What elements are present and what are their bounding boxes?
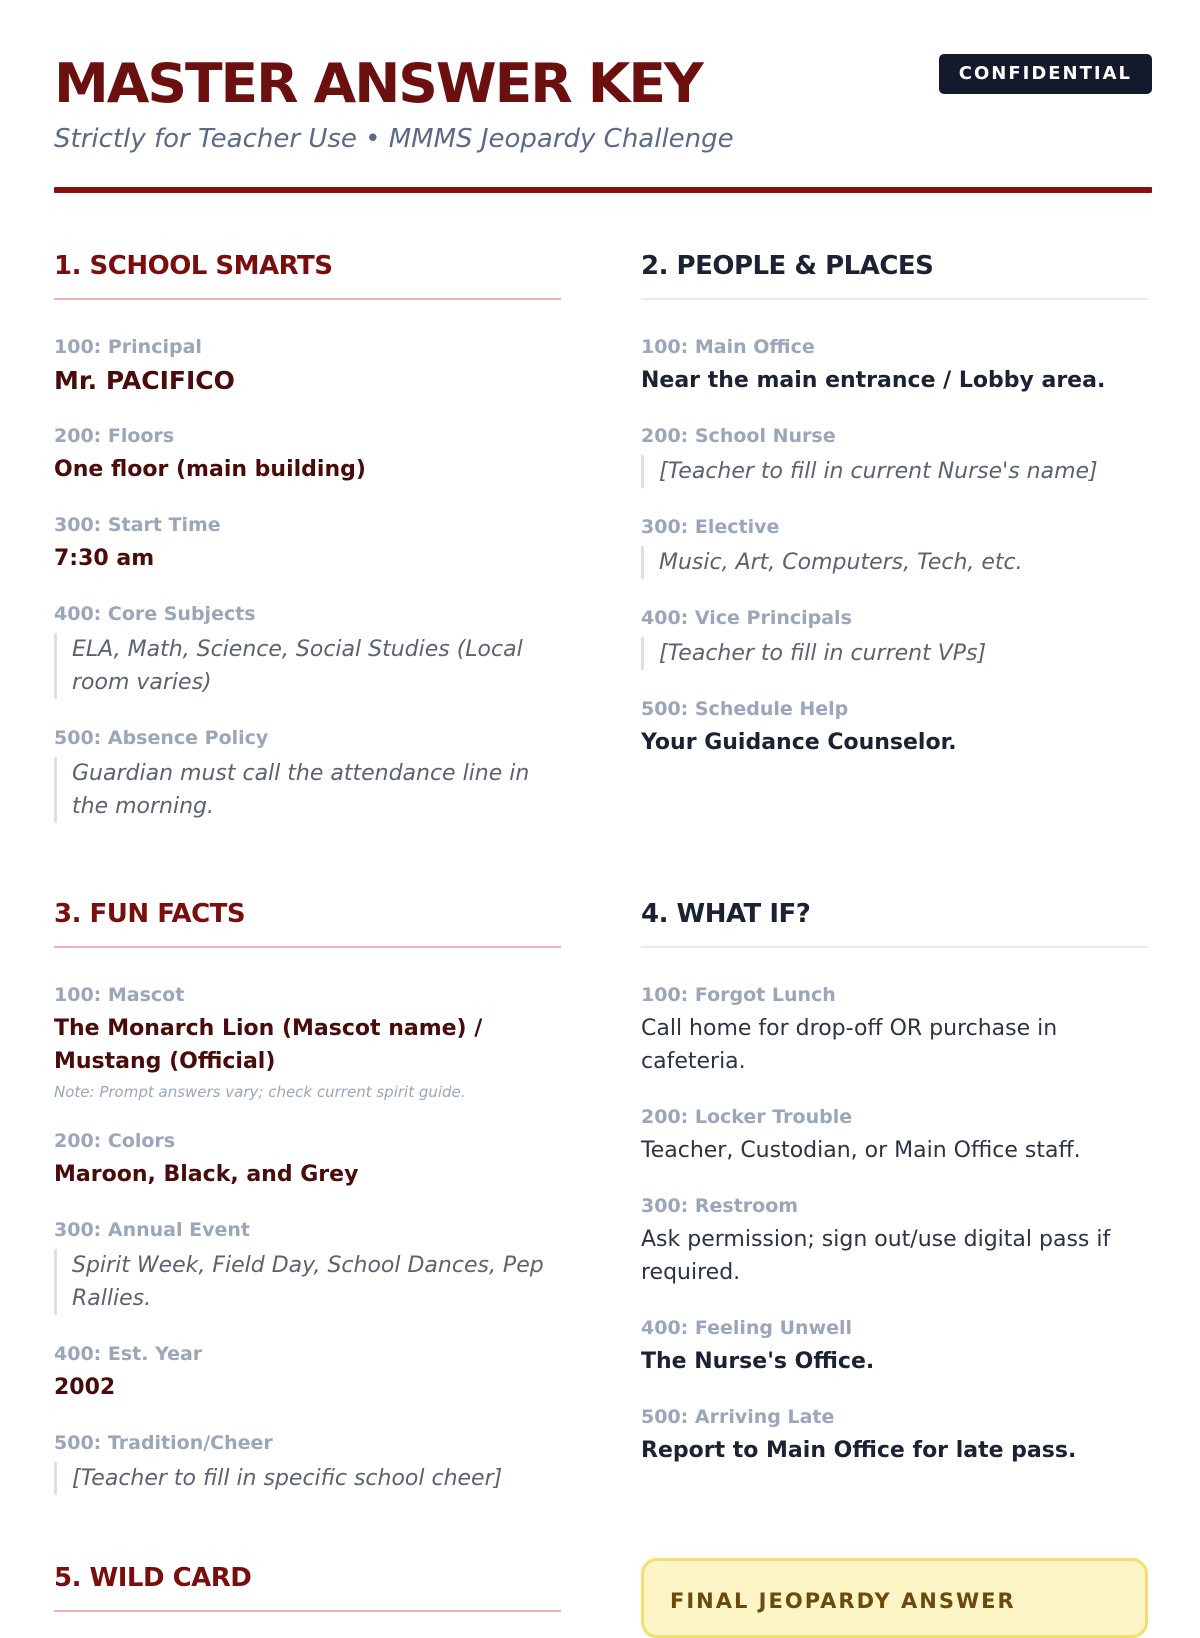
question-item	[54, 1128, 561, 1191]
question-label: 500: Schedule Help	[641, 698, 849, 720]
answer-text: Near the main entrance / Lobby area.	[641, 368, 1106, 393]
section-title: 4. WHAT IF?	[641, 896, 1148, 948]
section-title: 1. SCHOOL SMARTS	[54, 248, 561, 300]
final-jeopardy-label: FINAL JEOPARDY ANSWER	[670, 1589, 1016, 1613]
section-fun-facts	[54, 896, 561, 1495]
answer-text: Maroon, Black, and Grey	[54, 1162, 359, 1187]
question-label: 200: Floors	[54, 425, 175, 447]
section-wild-card	[54, 1560, 561, 1612]
question-item	[641, 514, 1148, 579]
question-label: 400: Est. Year	[54, 1343, 203, 1365]
question-label: 500: Arriving Late	[641, 1406, 835, 1428]
answer-text: Mr. PACIFICO	[54, 366, 235, 395]
question-item	[641, 982, 1148, 1078]
answer-text: Spirit Week, Field Day, School Dances, Pep Rallies.	[54, 1249, 561, 1315]
section-title: 3. FUN FACTS	[54, 896, 561, 948]
answer-text: ELA, Math, Science, Social Studies (Local room varies)	[54, 633, 561, 699]
question-item	[54, 982, 561, 1102]
answer-text: The Nurse's Office.	[641, 1349, 875, 1374]
question-item	[54, 725, 561, 823]
question-item	[54, 512, 561, 575]
page-subtitle: Strictly for Teacher Use • MMMS Jeopardy Challenge	[54, 124, 734, 154]
question-label: 500: Tradition/Cheer	[54, 1432, 273, 1454]
final-jeopardy-box	[641, 1558, 1148, 1638]
question-item	[641, 696, 1148, 759]
answer-note: Note: Prompt answers vary; check current spirit guide.	[54, 1083, 466, 1101]
question-item	[54, 1341, 561, 1404]
question-label: 300: Annual Event	[54, 1219, 250, 1241]
section-what-if	[641, 896, 1148, 1467]
question-item	[54, 423, 561, 486]
answer-text: Music, Art, Computers, Tech, etc.	[641, 546, 1148, 579]
answer-text: One floor (main building)	[54, 457, 366, 482]
question-label: 100: Main Office	[641, 336, 815, 358]
question-item	[641, 334, 1148, 397]
question-item	[641, 605, 1148, 670]
question-item	[54, 1430, 561, 1495]
answer-text: Teacher, Custodian, or Main Office staff.	[641, 1138, 1081, 1163]
question-label: 200: Locker Trouble	[641, 1106, 853, 1128]
question-label: 400: Vice Principals	[641, 607, 852, 629]
question-item	[641, 1193, 1148, 1289]
page-header	[54, 0, 1152, 195]
question-item	[641, 1315, 1148, 1378]
question-label: 300: Elective	[641, 516, 780, 538]
answer-text: The Monarch Lion (Mascot name) / Mustang (Official)	[54, 1016, 483, 1074]
question-label: 400: Feeling Unwell	[641, 1317, 853, 1339]
question-label: 300: Restroom	[641, 1195, 799, 1217]
question-label: 100: Mascot	[54, 984, 185, 1006]
section-title: 2. PEOPLE & PLACES	[641, 248, 1148, 300]
answer-text: [Teacher to fill in current Nurse's name]	[641, 455, 1148, 488]
answer-text: Report to Main Office for late pass.	[641, 1438, 1077, 1463]
question-item	[54, 1217, 561, 1315]
question-item	[54, 334, 561, 397]
question-item	[641, 1104, 1148, 1167]
question-label: 100: Principal	[54, 336, 202, 358]
question-label: 200: Colors	[54, 1130, 176, 1152]
answer-text: [Teacher to fill in specific school cheer]	[54, 1462, 561, 1495]
question-label: 200: School Nurse	[641, 425, 836, 447]
header-divider	[54, 187, 1152, 193]
page-title: MASTER ANSWER KEY	[54, 52, 702, 115]
section-school-smarts	[54, 248, 561, 823]
answer-text: 7:30 am	[54, 546, 155, 571]
question-item	[641, 1404, 1148, 1467]
question-label: 100: Forgot Lunch	[641, 984, 836, 1006]
answer-text: Call home for drop-off OR purchase in cafeteria.	[641, 1016, 1058, 1074]
answer-text: 2002	[54, 1375, 116, 1400]
question-item	[641, 423, 1148, 488]
answer-text: Guardian must call the attendance line in the morning.	[54, 757, 561, 823]
answer-text: Ask permission; sign out/use digital pass if required.	[641, 1227, 1111, 1285]
question-label: 300: Start Time	[54, 514, 221, 536]
answer-text: [Teacher to fill in current VPs]	[641, 637, 1148, 670]
question-item	[54, 601, 561, 699]
section-title: 5. WILD CARD	[54, 1560, 561, 1612]
section-people-places	[641, 248, 1148, 759]
question-label: 500: Absence Policy	[54, 727, 269, 749]
question-label: 400: Core Subjects	[54, 603, 256, 625]
confidential-badge: CONFIDENTIAL	[939, 54, 1152, 94]
answer-text: Your Guidance Counselor.	[641, 730, 957, 755]
